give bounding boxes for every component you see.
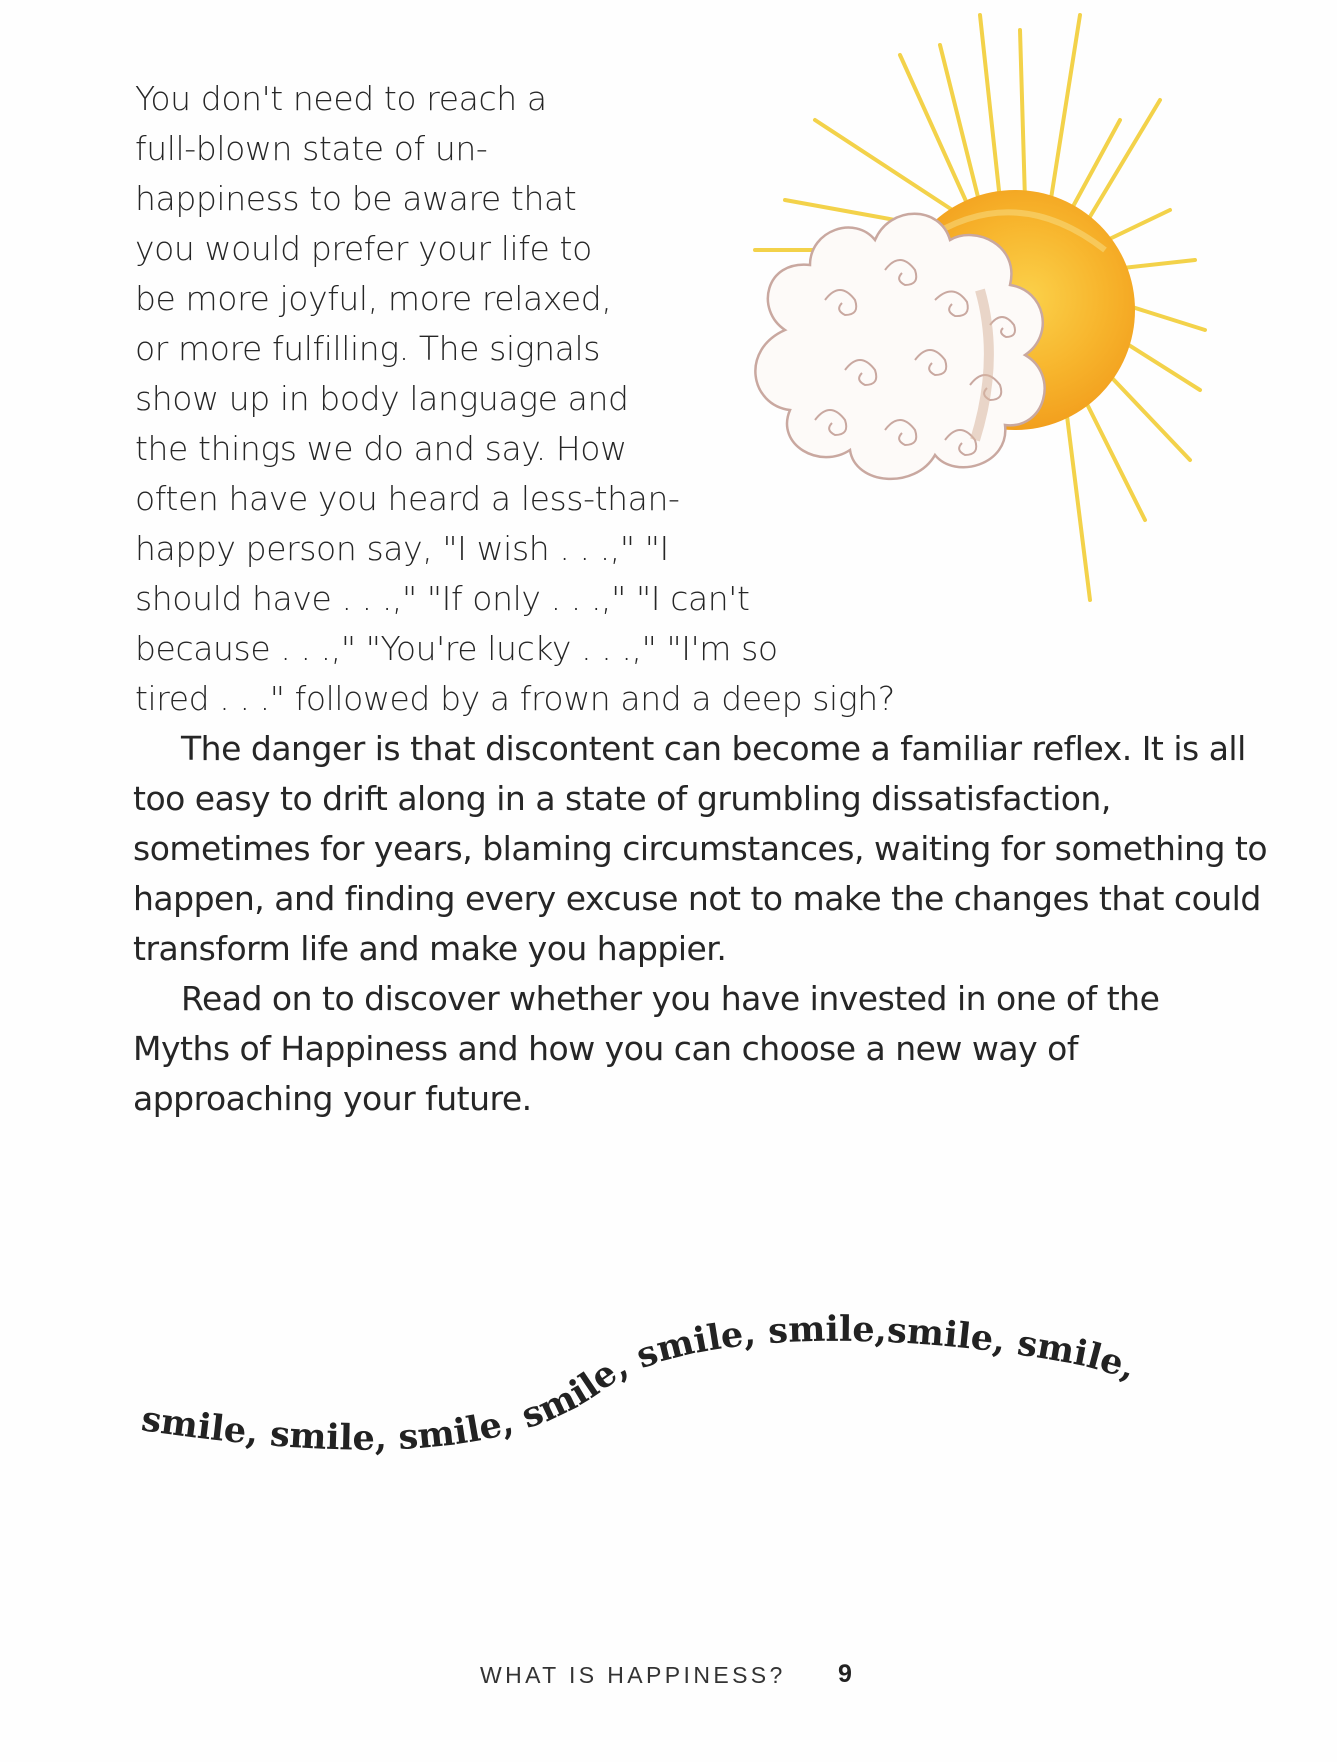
paragraph-2-line: happen, and finding every excuse not to make the changes that could: [133, 879, 1261, 918]
text-line: tired . . ." followed by a frown and a deep sigh?: [135, 679, 895, 718]
paragraph-3-line: Myths of Happiness and how you can choose a new way of: [133, 1029, 1078, 1068]
text-line: or more fulfilling. The signals: [135, 329, 601, 368]
text-line: should have . . .," "If only . . .," "I can't: [135, 579, 750, 618]
paragraph-2-line: The danger is that discontent can become a familiar reflex. It is all: [181, 729, 1246, 768]
smile-text-path: smile, smile, smile, smile, smile, smile,smile, smile,: [138, 1308, 1141, 1459]
sun-cloud-illustration: [725, 0, 1245, 620]
text-line: show up in body language and: [135, 379, 629, 418]
paragraph-2-line: too easy to drift along in a state of grumbling dissatisfaction,: [133, 779, 1111, 818]
text-line: happiness to be aware that: [135, 179, 577, 218]
text-line: You don't need to reach a: [135, 79, 547, 118]
paragraph-3-line: Read on to discover whether you have invested in one of the: [181, 979, 1160, 1018]
paragraph-3-line: approaching your future.: [133, 1079, 532, 1118]
smile-curved-text: [139, 1309, 1141, 1459]
running-head: WHAT IS HAPPINESS?: [480, 1662, 786, 1688]
text-line: because . . .," "You're lucky . . .," "I'm so: [135, 629, 778, 668]
page-number: 9: [838, 1660, 852, 1688]
intro-paragraph: [135, 74, 895, 724]
text-line: you would prefer your life to: [135, 229, 592, 268]
paragraph-2-line: transform life and make you happier.: [133, 929, 727, 968]
text-line: often have you heard a less-than-: [135, 479, 680, 518]
body-paragraphs: [133, 724, 1268, 1124]
text-line: full-blown state of un-: [135, 129, 488, 168]
text-line: be more joyful, more relaxed,: [135, 279, 612, 318]
paragraph-2-line: sometimes for years, blaming circumstances, waiting for something to: [133, 829, 1268, 868]
smile-wave-text: [0, 1290, 1337, 1490]
text-line: the things we do and say. How: [135, 429, 627, 468]
text-line: happy person say, "I wish . . .," "I: [135, 529, 669, 568]
